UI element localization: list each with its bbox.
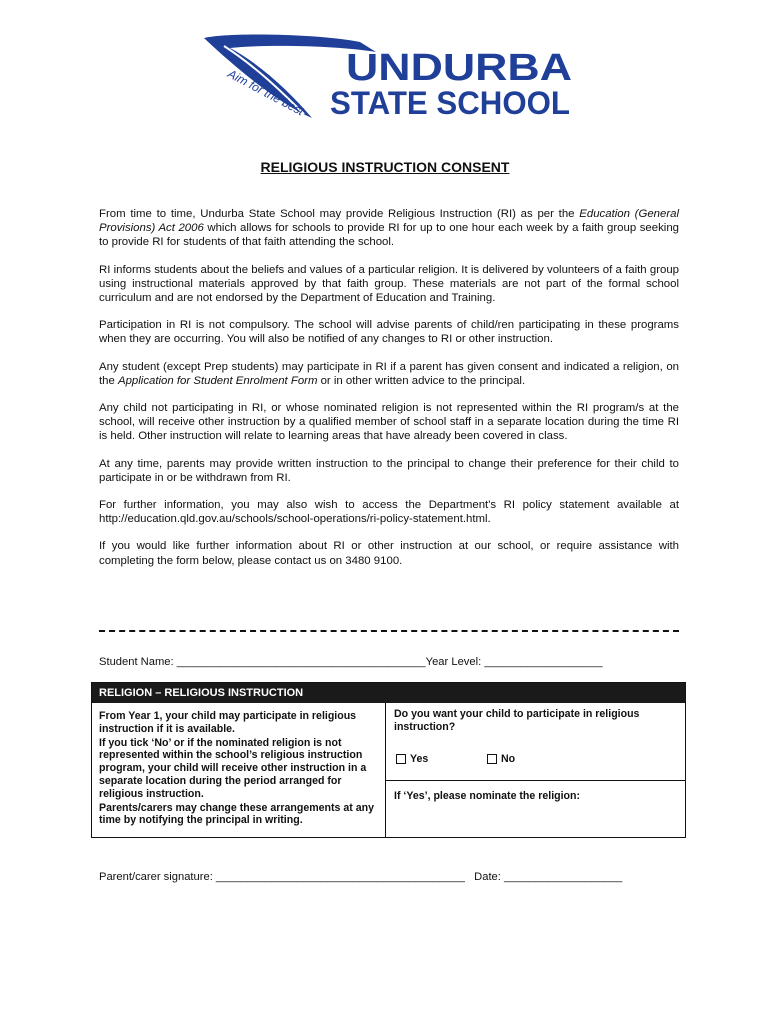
signature-field[interactable]: ________________________________________ <box>215 871 465 883</box>
paragraph-change-preference: At any time, parents may provide written instruction to the principal to change their preference for their child to participate in or be withdrawn from RI. <box>99 457 679 484</box>
act-name: Education (General Provisions) Act 2006 <box>99 208 679 235</box>
no-checkbox[interactable] <box>487 754 497 764</box>
paragraph-participation: Participation in RI is not compulsory. The school will advise parents of child/ren participating in these programs when they are occurring. You will also be notified of any changes to RI or other instruction. <box>99 319 679 346</box>
paragraph-intro: From time to time, Undurba State School may provide Religious Instruction (RI) as per the Education (General Provisions) Act 2006 which allows for schools to provide RI for up to one hour each week by a faith group seeking to provide RI for students of that faith attending the school. <box>99 208 679 249</box>
yes-label: Yes <box>410 753 429 765</box>
religion-table-header: RELIGION – RELIGIOUS INSTRUCTION <box>92 683 685 703</box>
no-option[interactable] <box>487 753 515 766</box>
date-label: Date: <box>474 871 501 883</box>
paragraph-contact: If you would like further information about RI or other instruction at our school, or require assistance with completing the form below, please contact us on 3480 9100. <box>99 540 679 567</box>
paragraph-other-instruction: Any child not participating in RI, or whose nominated religion is not represented within the RI program/s at the school, will receive other instruction by a qualified member of school staff in a separate location during the time RI is held. Other instruction will relate to learning areas that have already been covered in class. <box>99 402 679 443</box>
date-field[interactable]: ___________________ <box>504 871 623 883</box>
student-name-field[interactable]: ________________________________________ <box>176 656 426 668</box>
yes-checkbox[interactable] <box>396 754 406 764</box>
signature-row <box>99 871 622 883</box>
paragraph-further-info: For further information, you may also wish to access the Department's RI policy statement available at http://education.qld.gov.au/schools/school-operations/ri-policy-statement.html. <box>99 499 679 526</box>
religion-info-no-option: If you tick ‘No’ or if the nominated religion is not represented within the school’s religious instruction program, your child will receive other instruction in a separate location during the period arranged for religious instruction. <box>99 736 367 800</box>
svg-text:Aim for the best: Aim for the best <box>225 66 307 119</box>
participation-question: Do you want your child to participate in religious instruction? <box>394 708 640 733</box>
year-level-field[interactable]: ___________________ <box>484 656 603 668</box>
school-logo-graphic <box>200 30 580 126</box>
religion-info-year1: From Year 1, your child may participate in religious instruction if it is available. <box>99 710 357 735</box>
choice-divider <box>386 780 685 781</box>
no-label: No <box>501 753 516 765</box>
signature-label: Parent/carer signature: <box>99 871 213 883</box>
yes-option[interactable] <box>396 753 428 766</box>
svg-text:UNDURBA: UNDURBA <box>346 47 572 89</box>
student-name-label: Student Name: <box>99 656 174 668</box>
religion-choice-cell <box>386 703 685 837</box>
form-title: RELIGIOUS INSTRUCTION CONSENT <box>260 159 510 175</box>
svg-text:STATE SCHOOL: STATE SCHOOL <box>330 85 570 121</box>
paragraph-ri-info: RI informs students about the beliefs and values of a particular religion. It is delivered by volunteers of a faith group using instructional materials approved by that faith group. These materials are not part of the formal school curriculum and are not endorsed by the Department of Education and Training. <box>99 263 679 305</box>
religion-info-change: Parents/carers may change these arrangements at any time by notifying the principal in writing. <box>99 801 374 827</box>
cut-line <box>99 630 679 636</box>
nominate-religion-label: If ‘Yes’, please nominate the religion: <box>394 790 581 802</box>
student-details-row <box>99 656 603 668</box>
religion-info-cell <box>92 703 386 837</box>
school-logo <box>200 30 580 126</box>
religion-table <box>91 682 686 838</box>
form-body <box>99 207 679 581</box>
paragraph-consent: Any student (except Prep students) may participate in RI if a parent has given consent and indicated a religion, on the Application for Student Enrolment Form or in other written advice to the principal. <box>99 360 679 387</box>
year-level-label: Year Level: <box>425 656 482 668</box>
enrolment-form-name: Application for Student Enrolment Form <box>118 374 318 387</box>
